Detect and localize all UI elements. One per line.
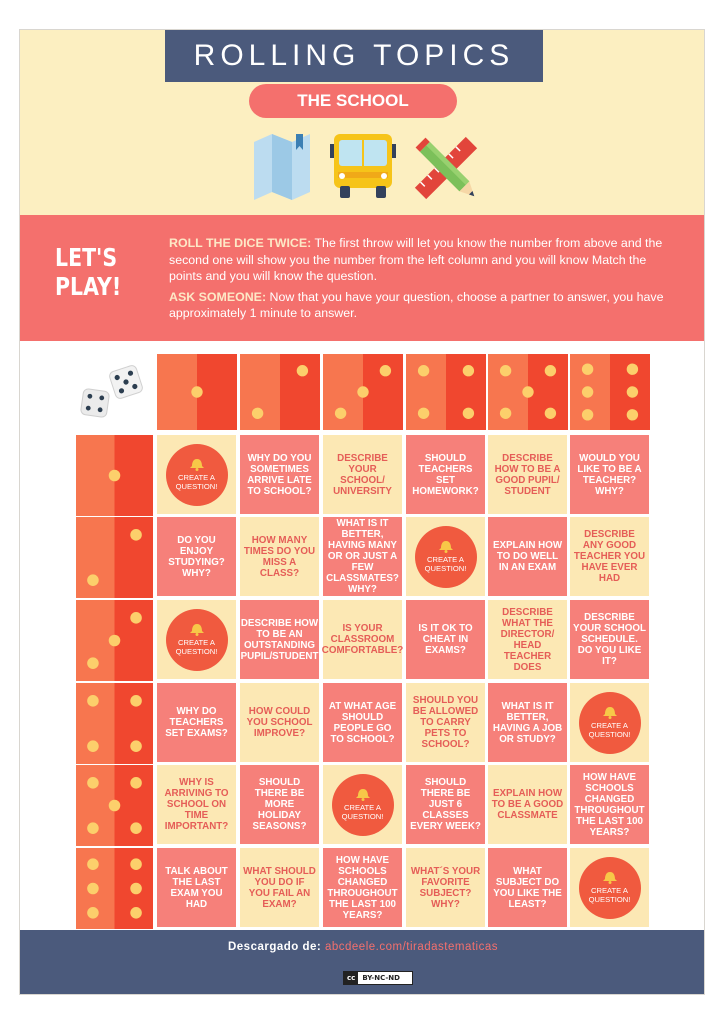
bell-icon [355,788,371,801]
create-label-line1: CREATE A [344,803,381,812]
die-pip [191,386,202,397]
question-text: WHAT SHOULD YOU DO IF YOU FAIL AN EXAM? [243,865,316,910]
question-cell [488,683,567,762]
die-pip [87,777,99,789]
question-text: WHAT IS IT BETTER, HAVING A JOB OR STUDY? [492,700,563,745]
question-text: HOW HAVE SCHOOLS CHANGED THROUGHOUT THE LAST 100 YEARS? [574,771,645,838]
question-cell [157,848,236,927]
question-text: AT WHAT AGE SHOULD PEOPLE GO TO SCHOOL? [328,700,397,745]
question-cell [488,848,567,927]
create-question-badge [579,857,641,919]
create-question-cell [157,600,236,679]
question-cell [570,517,649,596]
create-label-line2: QUESTION! [588,730,631,739]
question-text: DESCRIBE HOW TO BE A GOOD PUPIL/ STUDENT [494,452,561,497]
bell-icon [602,871,618,884]
create-label-line2: QUESTION! [588,895,631,904]
question-text: TALK ABOUT THE LAST EXAM YOU HAD [165,865,228,910]
die-pip [500,365,511,376]
ask-instruction: ASK SOMEONE: Now that you have your question, choose a partner to answer, you have approximately 1 minute to answer. [169,289,664,320]
die-pip [87,858,99,870]
question-cell [157,517,236,596]
die-pip [627,386,638,397]
question-text: HOW COULD YOU SCHOOL IMPROVE? [246,706,313,739]
die-pip [87,740,99,752]
question-text: SHOULD YOU BE ALLOWED TO CARRY PETS TO SCHOOL? [412,695,479,750]
question-text: WHAT IS IT BETTER, HAVING MANY OR OR JUST A FEW CLASSMATES? WHY? [326,518,399,595]
row-die-5 [76,765,153,846]
question-text: HOW HAVE SCHOOLS CHANGED THROUGHOUT THE LAST 100 YEARS? [327,854,398,921]
column-die-3 [323,354,403,430]
topic-subtitle: THE SCHOOL [249,84,457,118]
die-pip [87,657,99,669]
die-pip [418,365,429,376]
die-face-2 [240,354,320,430]
bell-icon [189,458,205,471]
question-text: WHY DO YOU SOMETIMES ARRIVE LATE TO SCHOOL? [247,452,312,497]
question-cell [240,765,319,844]
footer [20,930,705,995]
ruler-pencil-icon [415,137,479,201]
map-icon [254,134,310,200]
question-text: EXPLAIN HOW TO DO WELL IN AN EXAM [492,540,563,573]
die-pip [335,408,346,419]
question-text: HOW MANY TIMES DO YOU MISS A CLASS? [243,534,316,579]
die-pip [130,529,142,541]
row-die-3 [76,600,153,681]
create-question-badge [332,774,394,836]
question-cell [488,600,567,679]
die-pip [545,408,556,419]
question-cell [323,683,402,762]
die-pip [87,695,99,707]
create-question-cell [323,765,402,844]
question-cell [323,517,402,596]
question-text: IS IT OK TO CHEAT IN EXAMS? [418,623,473,656]
die-pip [627,409,638,420]
bell-icon [189,623,205,636]
bell-icon [602,706,618,719]
create-label-line1: CREATE A [591,721,628,730]
die-pip [130,695,142,707]
die-pip [463,365,474,376]
create-question-cell [157,435,236,514]
header-illustrations [250,130,480,205]
die-face-3 [323,354,403,430]
die-face-6 [76,848,153,929]
die-face-4 [76,683,153,764]
die-face-5 [76,765,153,846]
die-face-4 [406,354,486,430]
create-question-badge [166,609,228,671]
question-text: EXPLAIN HOW TO BE A GOOD CLASSMATE [491,788,564,821]
worksheet-page [19,29,705,995]
die-pip [130,777,142,789]
die-pip [522,386,533,397]
question-text: DESCRIBE HOW TO BE AN OUTSTANDING PUPIL/STUDENT [240,617,319,662]
create-label-line2: QUESTION! [424,564,467,573]
question-text: DESCRIBE YOUR SCHOOL/ UNIVERSITY [333,452,392,497]
license-badge: cc BY-NC-ND [343,971,413,985]
die-pip [545,365,556,376]
question-cell [406,848,485,927]
question-cell [406,683,485,762]
row-die-4 [76,683,153,764]
question-text: WHAT SUBJECT DO YOU LIKE THE LEAST? [493,865,562,910]
row-die-6 [76,848,153,929]
die-pip [130,907,142,919]
create-question-cell [406,517,485,596]
question-text: DESCRIBE WHAT THE DIRECTOR/ HEAD TEACHER DOES [500,606,555,673]
question-cell [488,517,567,596]
question-cell [488,765,567,844]
question-cell [570,435,649,514]
question-cell [570,600,649,679]
die-pip [87,883,99,895]
question-text: SHOULD TEACHERS SET HOMEWORK? [412,452,479,497]
question-cell [157,765,236,844]
question-text: WHY DO TEACHERS SET EXAMS? [165,706,228,739]
dice-pair-icon [78,362,156,420]
die-pip [357,386,368,397]
die-pip [109,635,121,647]
question-cell [240,848,319,927]
die-pip [87,822,99,834]
create-label-line1: CREATE A [427,555,464,564]
roll-instruction: ROLL THE DICE TWICE: The first throw will let you know the number from above and the second one will show you the number from the left column and you will know Match the points and you will know the question. [169,236,663,283]
question-text: IS YOUR CLASSROOM COMFORTABLE? [321,623,404,656]
question-text: WHY IS ARRIVING TO SCHOOL ON TIME IMPORTANT? [164,777,229,832]
die-pip [130,858,142,870]
question-cell [406,600,485,679]
create-label-line2: QUESTION! [341,812,384,821]
column-die-5 [488,354,568,430]
die-pip [500,408,511,419]
column-die-1 [157,354,237,430]
question-text: SHOULD THERE BE MORE HOLIDAY SEASONS? [252,777,307,832]
question-cell [240,600,319,679]
die-pip [87,574,99,586]
die-pip [463,408,474,419]
create-question-badge [166,444,228,506]
row-die-1 [76,435,153,516]
die-pip [380,365,391,376]
lets-play-heading: LET'S PLAY! [55,243,122,301]
die-pip [109,800,121,812]
create-question-badge [579,692,641,754]
question-text: DESCRIBE ANY GOOD TEACHER YOU HAVE EVER HAD [573,529,646,584]
question-cell [240,517,319,596]
create-label-line2: QUESTION! [175,647,218,656]
die-pip [130,883,142,895]
question-cell [240,435,319,514]
die-pip [87,907,99,919]
die-face-6 [570,354,650,430]
create-label-line1: CREATE A [591,886,628,895]
cc-icon: cc [344,972,358,984]
die-pip [130,612,142,624]
row-die-2 [76,517,153,598]
question-text: DESCRIBE YOUR SCHOOL SCHEDULE. DO YOU LIKE IT? [573,612,646,667]
create-question-cell [570,848,649,927]
instructions [169,235,671,326]
question-text: WHAT´S YOUR FAVORITE SUBJECT? WHY? [410,865,481,910]
create-label-line1: CREATE A [178,638,215,647]
create-label-line2: QUESTION! [175,482,218,491]
header [20,30,705,215]
question-text: WOULD YOU LIKE TO BE A TEACHER? WHY? [577,452,642,497]
die-pip [130,822,142,834]
school-bus-icon [330,134,396,198]
question-text: DO YOU ENJOY STUDYING? WHY? [168,534,225,579]
create-question-cell [570,683,649,762]
die-face-3 [76,600,153,681]
question-cell [570,765,649,844]
question-cell [323,600,402,679]
question-cell [323,435,402,514]
question-cell [240,683,319,762]
create-label-line1: CREATE A [178,473,215,482]
question-cell [157,683,236,762]
die-pip [109,470,121,482]
question-cell [406,765,485,844]
question-cell [323,848,402,927]
footer-link[interactable]: abcdeele.com/tiradastematicas [324,941,498,953]
column-die-4 [406,354,486,430]
die-pip [582,386,593,397]
column-die-6 [570,354,650,430]
question-text: SHOULD THERE BE JUST 6 CLASSES EVERY WEEK? [410,777,481,832]
die-pip [582,364,593,375]
die-pip [582,409,593,420]
column-die-2 [240,354,320,430]
die-pip [627,364,638,375]
die-pip [252,408,263,419]
page-title: ROLLING TOPICS [165,30,543,82]
die-face-1 [157,354,237,430]
bell-icon [438,540,454,553]
question-cell [488,435,567,514]
die-face-5 [488,354,568,430]
die-face-2 [76,517,153,598]
die-pip [130,740,142,752]
die-pip [418,408,429,419]
die-face-1 [76,435,153,516]
footer-credit: Descargado de: abcdeele.com/tiradastematicas [227,941,498,953]
die-pip [297,365,308,376]
question-cell [406,435,485,514]
create-question-badge [415,526,477,588]
